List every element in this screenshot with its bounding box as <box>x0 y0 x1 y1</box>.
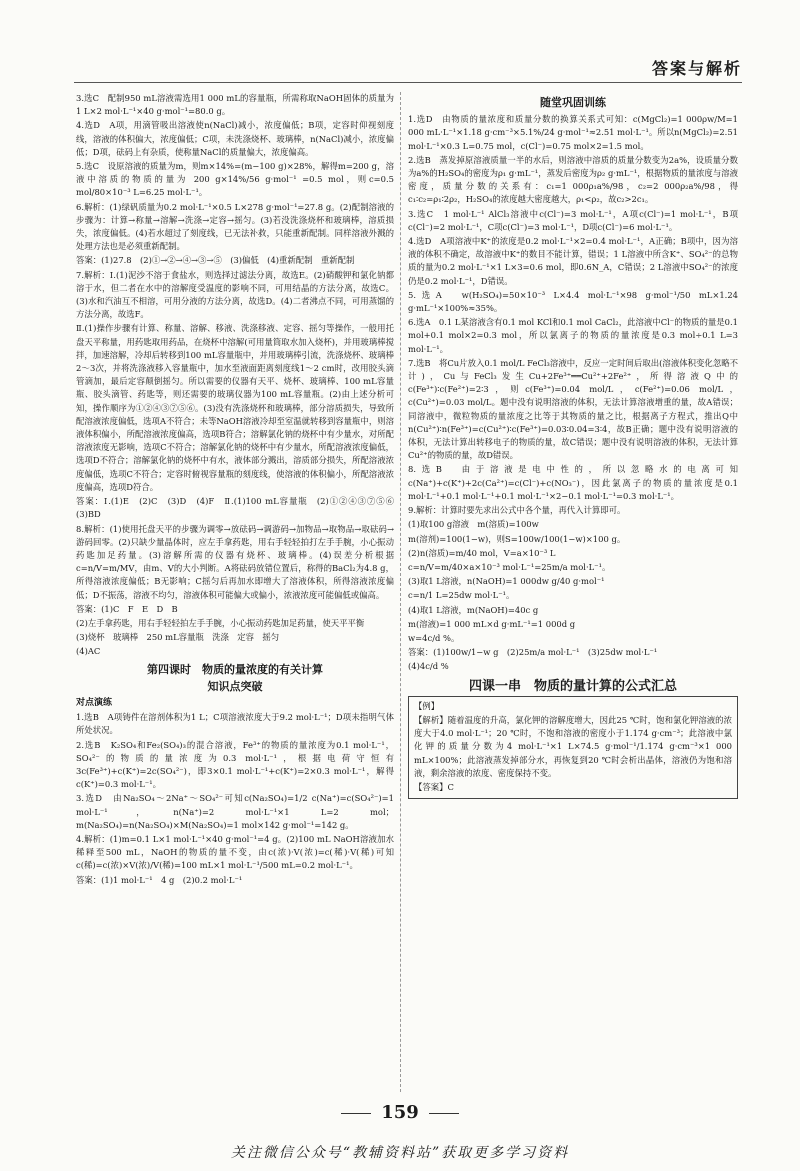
answer-paragraph: Ⅱ.(1)操作步骤有计算、称量、溶解、移液、洗涤移液、定容、摇匀等操作，一般用托盘天平称量，用药匙取用药品，在烧杯中溶解(可用量筒取水加入烧杯)，并用玻璃棒搅拌，加速溶解，冷却后转移到100 mL容量瓶中，并用玻璃棒引流，洗涤烧杯、玻璃棒2～3次，并将洗涤液移入容量瓶中，加水至液面距离刻度线1～2 cm时，改用胶头滴管滴加，最后定容颠倒摇匀。所以需要的仪器有天平、烧杯、玻璃棒、100 mL容量瓶、胶头滴管、药匙等，则还需要的玻璃仪器为100 mL容量瓶。(2)由上述分析可知，操作顺序为①②④③⑦⑤⑥。(3)没有洗涤烧杯和玻璃棒，部分溶质损失，导致所配溶液浓度偏低，选项A不符合；未等NaOH溶液冷却至室温就转移到容量瓶中，则溶液体积偏小，所配溶液浓度偏高，选项B符合；溶解氯化钠的烧杯中有少量水，对所配溶液浓度无影响，选项C不符合；溶解氯化钠的烧杯中有少量水，所配溶液浓度偏低，选项D不符合；溶解氯化钠的烧杯中有水，液体部分溅出，溶质部分损失，所配溶液浓度偏低，选项C不符合；定容时俯视容量瓶的刻度线，使溶液的体积偏小，所配溶液浓度偏高，选项D符合。 <box>76 323 394 492</box>
answer-paragraph: 9.解析：计算时要先求出公式中各个量，再代入计算即可。 <box>408 505 626 516</box>
example-answer: 【答案】C <box>414 781 454 792</box>
answer-paragraph: m(溶液)=1 000 mL×d g·mL⁻¹=1 000d g <box>408 618 576 629</box>
answer-paragraph: 3.选D 由Na₂SO₄～2Na⁺～SO₄²⁻可知c(Na₂SO₄)=1/2 c(Na⁺)=c(SO₄²⁻)=1 mol·L⁻¹，n(Na⁺)=2 mol·L⁻¹×1 L=2 mol；m(Na₂SO₄)=n(Na₂SO₄)×M(Na₂SO₄)=1 mol×142 g·mol⁻¹=142 g。 <box>76 793 397 830</box>
answer-paragraph: 2.选B K₂SO₄和Fe₂(SO₄)₃的混合溶液，Fe³⁺的物质的量浓度为0.1 mol·L⁻¹，SO₄²⁻的物质的量浓度为0.3 mol·L⁻¹，根据电荷守恒有3c(Fe³⁺)+c(K⁺)=2c(SO₄²⁻)，即3×0.1 mol·L⁻¹+c(K⁺)=2×0.3 mol·L⁻¹，解得c(K⁺)=0.3 mol·L⁻¹。 <box>76 739 394 790</box>
answer-paragraph: 6.选A 0.1 L某溶液含有0.1 mol KCl和0.1 mol CaCl₂，此溶液中Cl⁻的物质的量是0.1 mol+0.1 mol×2=0.3 mol，所以氯离子的物质的量浓度是0.3 mol÷0.1 L=3 mol·L⁻¹。 <box>408 317 741 354</box>
answer-paragraph: 4.解析：(1)m=0.1 L×1 mol·L⁻¹×40 g·mol⁻¹=4 g。(2)100 mL NaOH溶液加水稀释至500 mL，NaOH的物质的量不变，由c(浓)·V(浓)=c(稀)·V(稀)可知c(稀)=c(浓)×V(浓)/V(稀)=100 mL×1 mol·L⁻¹/500 mL=0.2 mol·L⁻¹。 <box>76 833 394 871</box>
answer-paragraph: 答案：(1)C F E D B <box>76 603 178 614</box>
answer-paragraph: 4.选D A项溶液中K⁺的浓度是0.2 mol·L⁻¹×2=0.4 mol·L⁻¹，A正确；B项中，因为溶液的体积不确定，故溶液中K⁺的数目不能计算，错误；1 L溶液中所含K⁺、SO₄²⁻的总物质的量为0.2 mol·L⁻¹×1 L×3=0.6 mol，即0.6N_A，C错误；2 L溶液中SO₄²⁻的浓度仍是0.2 mol·L⁻¹，D错误。 <box>408 236 738 286</box>
practice-heading: 对点演练 <box>76 697 113 708</box>
example-analysis: 【解析】随着温度的升高，氯化钾的溶解度增大，因此25 ℃时，饱和氯化钾溶液的浓度大于4.0 mol·L⁻¹；20 ℃时，不饱和溶液的密度小于1.174 g·cm⁻³；此溶液中氯化钾的质量分数为4 mol·L⁻¹×1 L×74.5 g·mol⁻¹/1.174 g·cm⁻³×1 000 mL×100%；此溶液蒸发掉部分水，再恢复到20 ℃时会析出晶体，溶液仍为饱和溶液，剩余溶液的浓度、密度保持不变。 <box>414 714 735 778</box>
header-rule <box>74 82 742 83</box>
answer-paragraph: 1.选D 由物质的量浓度和质量分数的换算关系式可知：c(MgCl₂)=1 000ρw/M=1 000 mL·L⁻¹×1.18 g·cm⁻³×5.1%/24 g·mol⁻¹≈2.51 mol·L⁻¹。所以n(MgCl₂)=2.51 mol·L⁻¹×0.3 L=0.75 mol，c(Cl⁻)=0.75 mol×2=1.5 mol。 <box>408 114 741 151</box>
answer-paragraph: 8.解析：(1)使用托盘天平的步骤为调零→放砝码→调游码→加物品→取物品→取砝码→游码回零。(2)只缺少量晶体时，应左手拿药匙，用右手轻轻拍打左手手腕，小心振动药匙加足药量。(3)溶解所需的仪器有烧杯、玻璃棒。(4)误差分析根据c=n/V=m/MV，由m、V的大小判断。A将砝码放错位置后，称得的BaCl₂为4.8 g，所得溶液浓度偏低；B无影响；C摇匀后再加水即增大了溶液体积，所得溶液浓度偏低；D不振荡，溶液不均匀，溶液体积可能偏大或偏小，浓液浓度可能偏低或偏高。 <box>76 523 394 600</box>
lesson-subtitle: 知识点突破 <box>207 679 263 693</box>
answer-paragraph: c=n/1 L=25dw mol·L⁻¹。 <box>408 590 515 601</box>
answer-paragraph: (2)n(溶质)=m/40 mol，V=a×10⁻³ L <box>408 547 556 558</box>
page-header-title: 答案与解析 <box>651 59 742 78</box>
answer-paragraph: 答案：(1)100w/1−w g (2)25m/a mol·L⁻¹ (3)25dw mol·L⁻¹ <box>408 647 658 658</box>
summary-title: 四课一串 物质的量计算的公式汇总 <box>468 678 677 694</box>
answer-paragraph: 3.选C 1 mol·L⁻¹ AlCl₃溶液中c(Cl⁻)=3 mol·L⁻¹，A项c(Cl⁻)=1 mol·L⁻¹，B项c(Cl⁻)=2 mol·L⁻¹，C项c(Cl⁻)=3 mol·L⁻¹，D项c(Cl⁻)=6 mol·L⁻¹。 <box>408 208 738 232</box>
answer-paragraph: (3)烧杯 玻璃棒 250 mL容量瓶 洗涤 定容 摇匀 <box>76 632 280 643</box>
answer-paragraph: 答案：Ⅰ.(1)E (2)C (3)D (4)F Ⅱ.(1)100 mL容量瓶 (2)①②④③⑦⑤⑥ (3)BD <box>76 496 403 520</box>
answer-paragraph: 8.选B 由于溶液是电中性的，所以忽略水的电离可知c(Na⁺)+c(K⁺)+2c(Ca²⁺)=c(Cl⁻)+c(NO₃⁻)，因此氯离子的物质的量浓度是0.1 mol·L⁻¹+0.1 mol·L⁻¹+0.1 mol·L⁻¹×2−0.1 mol·L⁻¹=0.3 mol·L⁻¹。 <box>408 464 741 501</box>
answer-paragraph: 6.解析：(1)绿矾质量为0.2 mol·L⁻¹×0.5 L×278 g·mol⁻¹=27.8 g。(2)配制溶液的步骤为：计算→称量→溶解→洗涤→定容→摇匀。(3)若没洗涤烧杯和玻璃棒，溶质损失，浓度偏低。(4)若水超过了刻度线，已无法补救，只能重新配制。同样溶液外溅的处理方法也是必须重新配制。 <box>76 201 394 252</box>
answer-paragraph: 2.选B 蒸发掉原溶液质量一半的水后，则溶液中溶质的质量分数变为2a%，设质量分数为a%的H₂SO₄的密度为ρ₁ g·mL⁻¹，蒸发后密度为ρ₂ g·mL⁻¹，根据物质的量浓度与溶液密度，质量分数的关系有：c₁=1 000ρ₁a%/98，c₂=2 000ρ₂a%/98，得c₁∶c₂=ρ₁∶2ρ₂，H₂SO₄的浓度越大密度越大，ρ₁<ρ₂，故c₂>2c₁。 <box>408 154 738 205</box>
answer-paragraph: c=n/V=m/40×a×10⁻³ mol·L⁻¹=25m/a mol·L⁻¹。 <box>408 561 611 572</box>
answer-paragraph: (3)取1 L溶液，n(NaOH)=1 000dw g/40 g·mol⁻¹ <box>408 576 605 587</box>
answer-paragraph: 4.选D A项，用滴管吸出溶液使n(NaCl)减小，浓度偏低；B项，定容时仰视刻度线，溶液的体积偏大，浓度偏低；C项，未洗涤烧杯、玻璃棒，n(NaCl)减小，浓度偏低；D项，砝码上有杂质，使称量NaCl的质量偏大，浓度偏高。 <box>76 120 394 157</box>
answer-paragraph: 5.选C 设原溶液的质量为m，则m×14%=(m−100 g)×28%，解得m=200 g，溶液中溶质的物质的量为 200 g×14%/56 g·mol⁻¹ =0.5 mol，则c=0.5 mol/80×10⁻³ L=6.25 mol·L⁻¹。 <box>76 161 397 198</box>
answer-paragraph: (4)4c/d % <box>408 661 449 672</box>
answer-paragraph: (2)左手拿药匙，用右手轻轻拍左手手腕，小心振动药匙加足药量，使天平平衡 <box>76 617 365 628</box>
answer-paragraph: (4)取1 L溶液，m(NaOH)=40c g <box>408 604 539 615</box>
answer-paragraph: 答案：(1)1 mol·L⁻¹ 4 g (2)0.2 mol·L⁻¹ <box>76 874 243 885</box>
answer-paragraph: 5.选A w(H₂SO₄)=50×10⁻³ L×4.4 mol·L⁻¹×98 g·mol⁻¹/50 mL×1.24 g·mL⁻¹×100%≈35%。 <box>408 289 741 314</box>
right-column <box>408 92 741 799</box>
left-column <box>76 92 403 888</box>
answer-paragraph: 7.解析：Ⅰ.(1)泥沙不溶于食盐水，则选择过滤法分离，故选E。(2)硝酸钾和氯化钠都溶于水，但二者在水中的溶解度受温度的影响不同，可用结晶的方法分离，故选C。(3)水和汽油互不相溶，可用分液的方法分离，故选D。(4)二者沸点不同，可用蒸馏的方法分离，故选F。 <box>76 269 394 320</box>
example-box <box>408 696 738 799</box>
answer-paragraph: 答案：(1)27.8 (2)①→②→④→③→⑤ (3)偏低 (4)重新配制 重新配制 <box>76 255 355 266</box>
example-label: 【例】 <box>414 700 440 711</box>
answer-paragraph: w=4c/d %。 <box>408 632 460 643</box>
answer-paragraph: 1.选B A项铸件在溶剂体积为1 L；C项溶液浓度大于9.2 mol·L⁻¹；D项未指明气体所处状况。 <box>76 712 394 736</box>
answer-paragraph: (4)AC <box>76 646 101 657</box>
answer-paragraph: m(溶剂)=100(1−w)，则S=100w/100(1−w)×100 g。 <box>408 533 626 544</box>
column-divider <box>400 92 401 1092</box>
answer-paragraph: 7.选B 将Cu片放入0.1 mol/L FeCl₃溶液中，反应一定时间后取出(溶液体积变化忽略不计)，Cu与FeCl₃发生Cu+2Fe³⁺══Cu²⁺+2Fe²⁺，所得溶液Q中的c(Fe³⁺)∶c(Fe²⁺)=2∶3，则c(Fe³⁺)=0.04 mol/L，c(Fe²⁺)=0.06 mol/L，c(Cu²⁺)=0.03 mol/L。题中没有说明溶液的体积，无法计算溶液增重的量，故A错误；同溶液中，微粒物质的量浓度之比等于其物质的量之比，根据离子方程式，推出Q中n(Cu²⁺)∶n(Fe³⁺)=c(Cu²⁺)∶c(Fe³⁺)=0.03∶0.04=3∶4，故B正确；题中没有说明溶液的体积，无法计算出转移电子的物质的量，故C错误；题中没有说明溶液的体积，无法计算Cu²⁺的物质的量，故D错误。 <box>408 357 738 461</box>
footer-note: 关注微信公众号“教辅资料站”获取更多学习资料 <box>230 1145 570 1161</box>
answer-paragraph: 3.选C 配制950 mL溶液需选用1 000 mL的容量瓶，所需称取NaOH固体的质量为1 L×2 mol·L⁻¹×40 g·mol⁻¹=80.0 g。 <box>76 93 394 117</box>
answer-paragraph: (1)取100 g溶液 m(溶质)=100w <box>408 519 539 530</box>
section-title: 随堂巩固训练 <box>540 96 606 109</box>
page-number: 159 <box>0 1102 800 1123</box>
lesson-title: 第四课时 物质的量浓度的有关计算 <box>147 662 323 676</box>
